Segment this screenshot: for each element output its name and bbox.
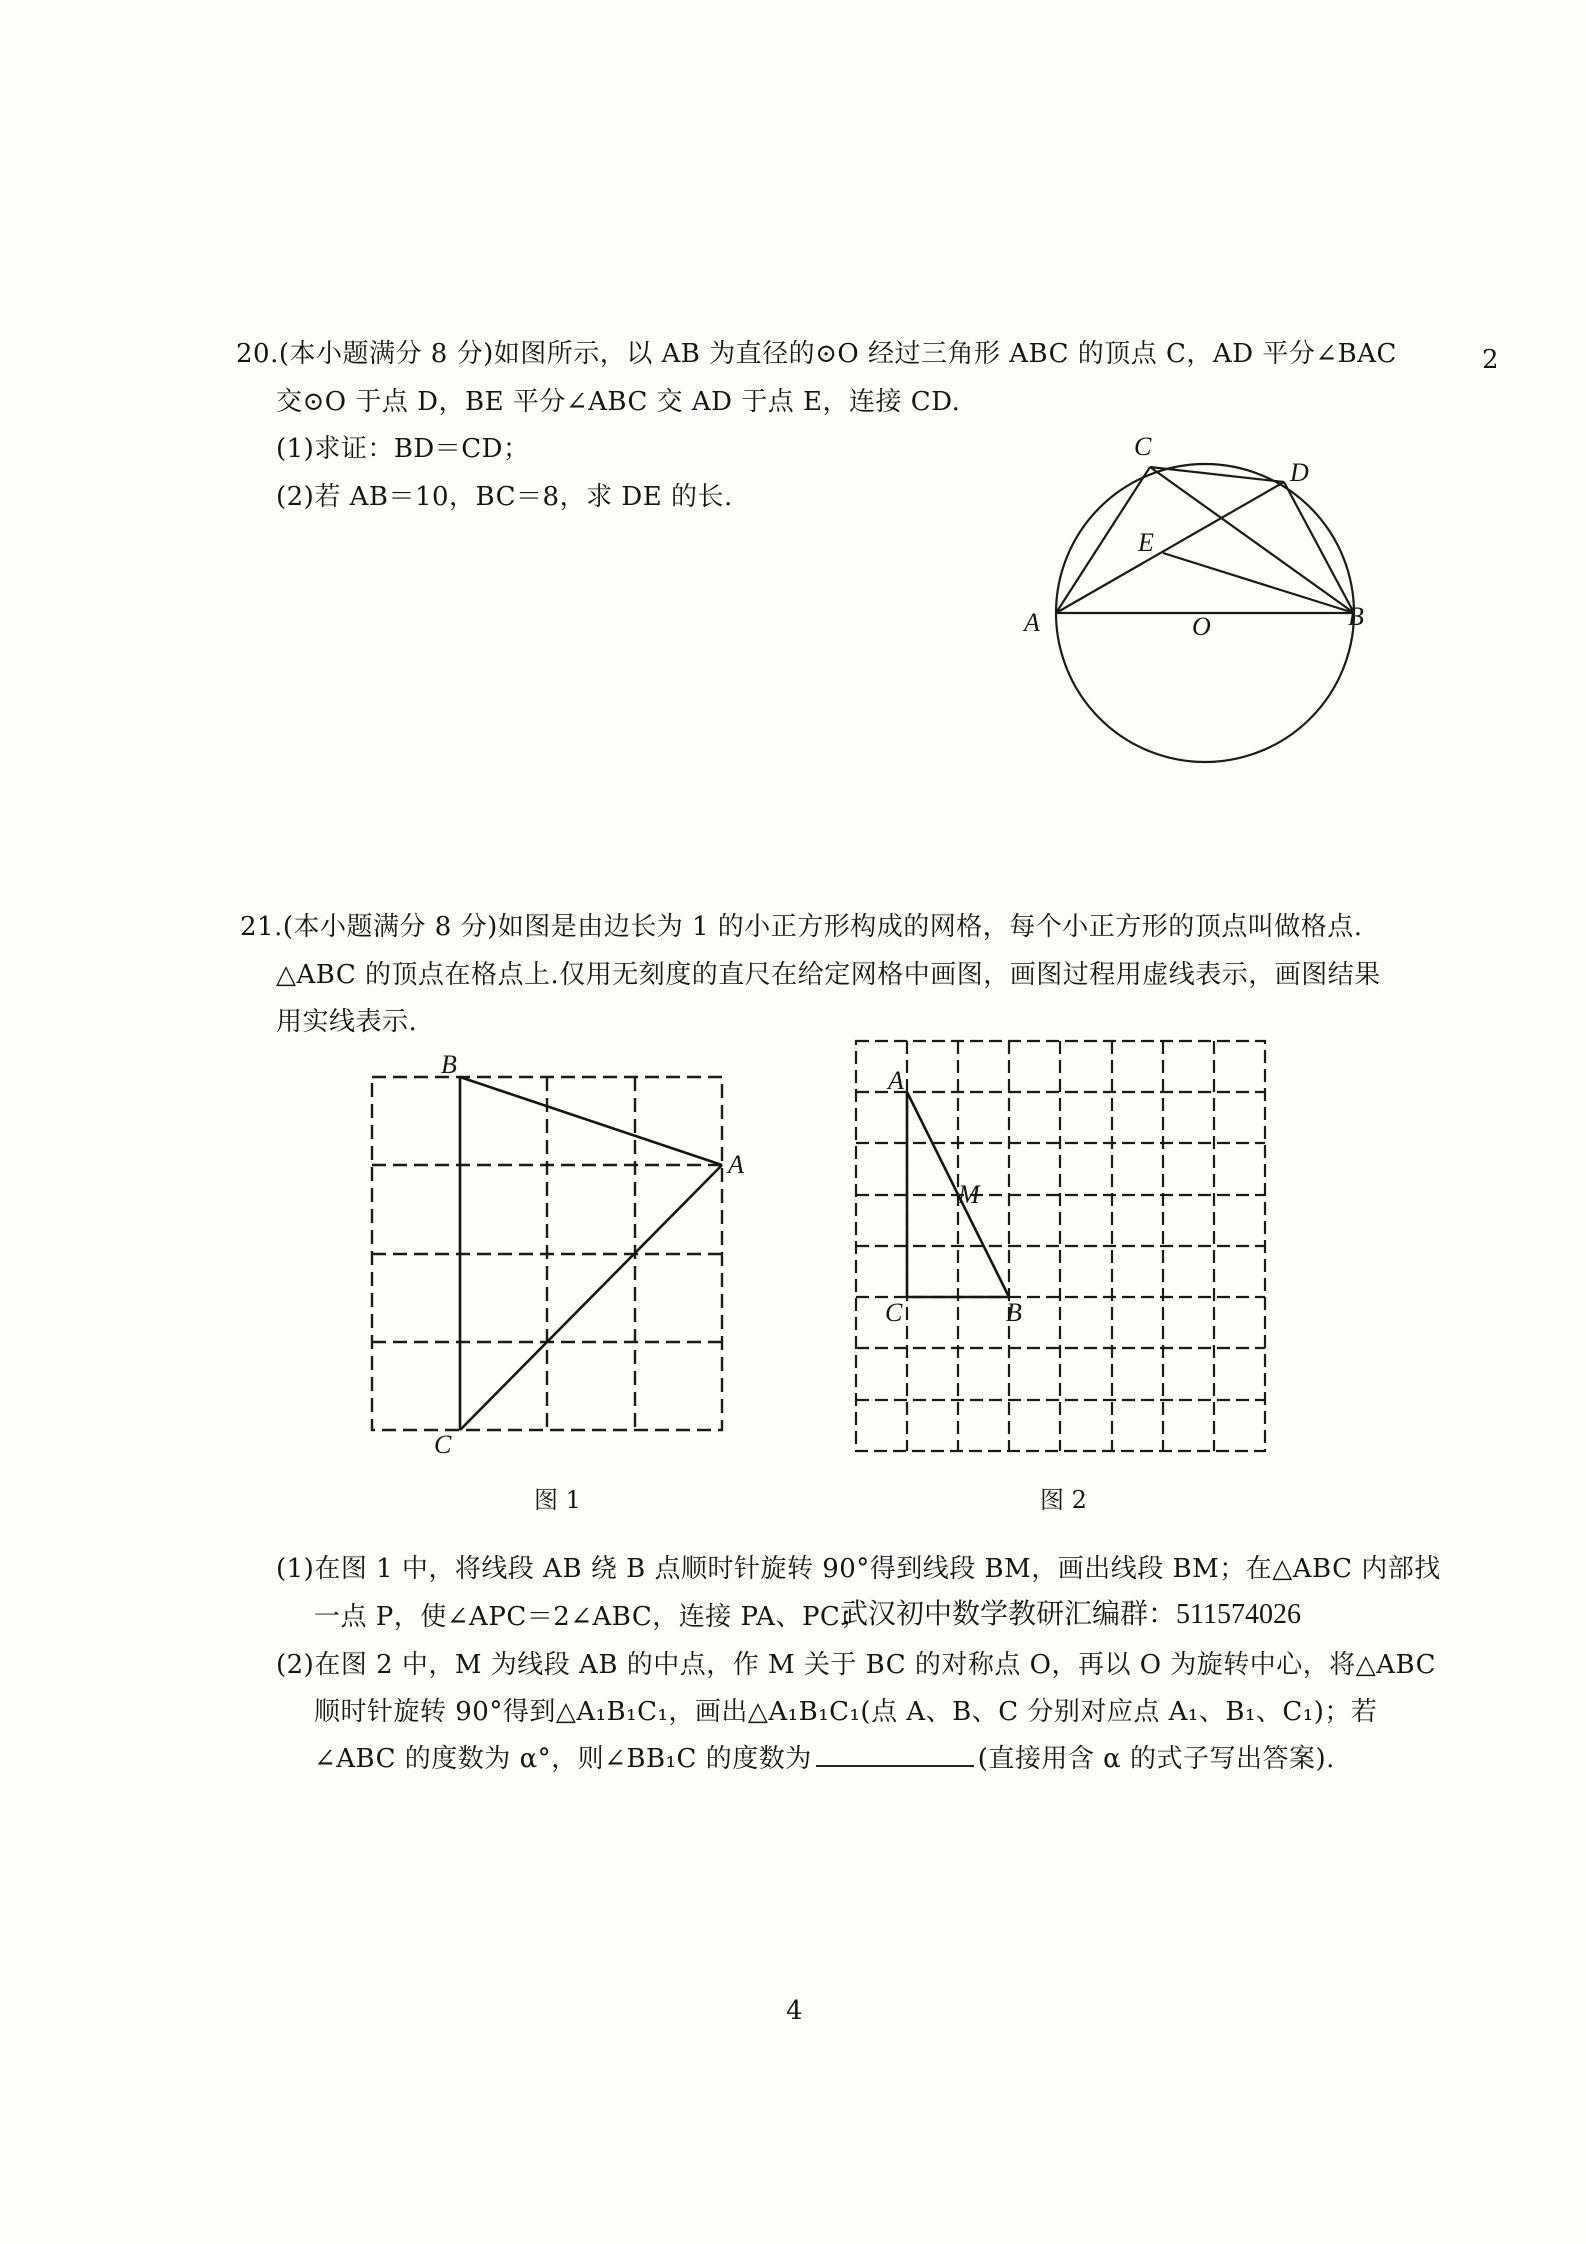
q20-label-a: A — [1024, 608, 1040, 637]
q20-part2: (2)若 AB＝10，BC＝8，求 DE 的长. — [276, 482, 733, 512]
fig1-label-b: B — [441, 1050, 457, 1079]
q21-stem-line1: 21.(本小题满分 8 分)如图是由边长为 1 的小正方形构成的网格，每个小正方形的顶点叫做格点. — [240, 912, 1363, 942]
watermark-text: 武汉初中数学教研汇编群：511574026 — [840, 1599, 1301, 1630]
q21-part2-line3-a: ∠ABC 的度数为 α°，则∠BB₁C 的度数为 — [314, 1744, 812, 1774]
fig1-label-c: C — [434, 1430, 452, 1459]
side-mark: 2 — [1482, 345, 1500, 375]
q21-part2-line2: 顺时针旋转 90°得到△A₁B₁C₁，画出△A₁B₁C₁(点 A、B、C 分别对应点 A₁、B₁、C₁)；若 — [314, 1697, 1378, 1727]
q20-label-b: B — [1348, 602, 1364, 631]
q21-stem-line2: △ABC 的顶点在格点上.仅用无刻度的直尺在给定网格中画图，画图过程用虚线表示，画图结果 — [276, 960, 1381, 990]
fig2-caption: 图 2 — [1040, 1486, 1087, 1514]
q20-label-o: O — [1192, 612, 1211, 641]
answer-blank[interactable] — [816, 1743, 974, 1767]
q20-stem-line1: 20.(本小题满分 8 分)如图所示，以 AB 为直径的⊙O 经过三角形 ABC 的顶点 C，AD 平分∠BAC — [236, 339, 1397, 369]
q20-part1: (1)求证：BD＝CD； — [276, 434, 530, 464]
q20-label-d: D — [1290, 458, 1309, 487]
page-number: 4 — [786, 1996, 804, 2026]
q20-label-c: C — [1134, 432, 1152, 461]
q21-part1-line1: (1)在图 1 中，将线段 AB 绕 B 点顺时针旋转 90°得到线段 BM，画出线段 BM；在△ABC 内部找 — [276, 1554, 1441, 1584]
q21-stem-line3: 用实线表示. — [276, 1007, 418, 1037]
fig1-label-a: A — [728, 1150, 744, 1179]
q20-label-e: E — [1138, 528, 1154, 557]
q21-part2-line3-b: (直接用含 α 的式子写出答案). — [977, 1744, 1335, 1774]
q21-part2-line1: (2)在图 2 中，M 为线段 AB 的中点，作 M 关于 BC 的对称点 O，再以 O 为旋转中心，将△ABC — [276, 1650, 1437, 1680]
fig2-label-b: B — [1006, 1298, 1022, 1327]
q20-stem-line2: 交⊙O 于点 D，BE 平分∠ABC 交 AD 于点 E，连接 CD. — [276, 387, 961, 417]
fig2-label-m: M — [958, 1180, 980, 1209]
fig2-label-a: A — [888, 1066, 904, 1095]
q21-part1-line2: 一点 P，使∠APC＝2∠ABC，连接 PA、PC； — [314, 1602, 867, 1632]
q21-part2-line3 — [314, 1738, 1335, 1775]
fig1-caption: 图 1 — [534, 1486, 581, 1514]
fig2-label-c: C — [885, 1298, 903, 1327]
